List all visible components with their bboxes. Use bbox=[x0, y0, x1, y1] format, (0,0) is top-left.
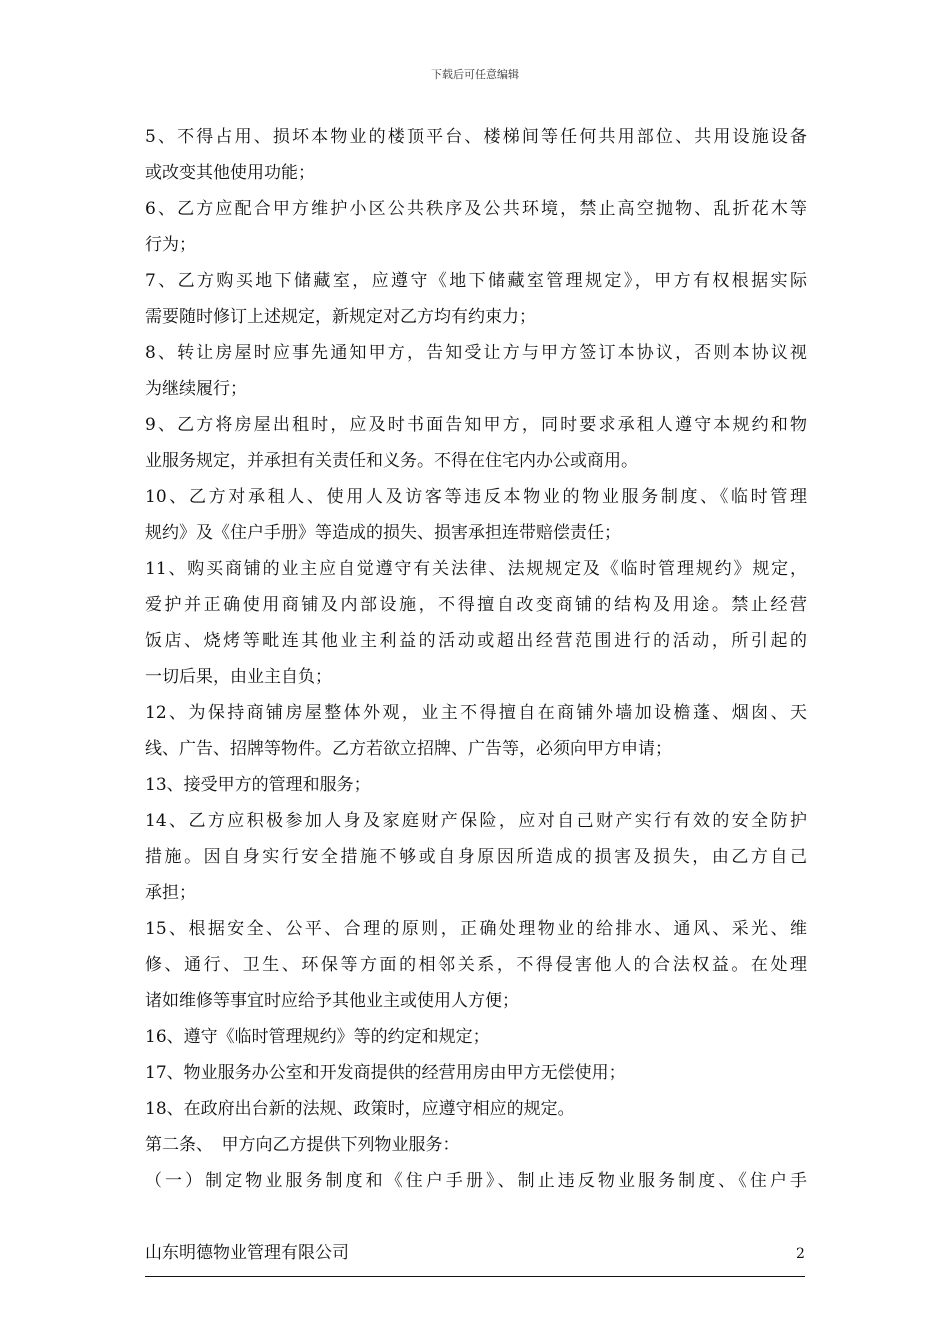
text-line: 承担； bbox=[145, 883, 196, 903]
footer-divider bbox=[145, 1276, 805, 1277]
text-line: 或改变其他使用功能； bbox=[145, 163, 315, 183]
text-line: 16、遵守《临时管理规约》等的约定和规定； bbox=[145, 1027, 490, 1047]
text-line: 规约》及《住户手册》等造成的损失、损害承担连带赔偿责任； bbox=[145, 523, 621, 543]
text-line: 修、通行、卫生、环保等方面的相邻关系，不得侵害他人的合法权益。在处理 bbox=[145, 955, 807, 975]
text-line: 8、转让房屋时应事先通知甲方，告知受让方与甲方签订本协议，否则本协议视 bbox=[145, 343, 807, 363]
text-line: 一切后果，由业主自负； bbox=[145, 667, 332, 687]
text-line: 业服务规定，并承担有关责任和义务。不得在住宅内办公或商用。 bbox=[145, 451, 638, 471]
text-line: 措施。因自身实行安全措施不够或自身原因所造成的损害及损失，由乙方自己 bbox=[145, 847, 807, 867]
document-body bbox=[145, 119, 807, 1199]
footer-company-name: 山东明德物业管理有限公司 bbox=[145, 1243, 349, 1263]
text-line: （一）制定物业服务制度和《住户手册》、制止违反物业服务制度、《住户手 bbox=[145, 1171, 807, 1191]
text-line: 13、接受甲方的管理和服务； bbox=[145, 775, 371, 795]
text-line: 诸如维修等事宜时应给予其他业主或使用人方便； bbox=[145, 991, 519, 1011]
text-line: 爱护并正确使用商铺及内部设施，不得擅自改变商铺的结构及用途。禁止经营 bbox=[145, 595, 807, 615]
text-line: 17、物业服务办公室和开发商提供的经营用房由甲方无偿使用； bbox=[145, 1063, 626, 1083]
page-header: 下载后可任意编辑 bbox=[431, 68, 519, 81]
text-line: 5、不得占用、损坏本物业的楼顶平台、楼梯间等任何共用部位、共用设施设备 bbox=[145, 127, 807, 147]
text-line: 14、乙方应积极参加人身及家庭财产保险，应对自己财产实行有效的安全防护 bbox=[145, 811, 807, 831]
text-line: 11、购买商铺的业主应自觉遵守有关法律、法规规定及《临时管理规约》规定， bbox=[145, 559, 807, 579]
text-line: 6、乙方应配合甲方维护小区公共秩序及公共环境，禁止高空抛物、乱折花木等 bbox=[145, 199, 807, 219]
text-line: 18、在政府出台新的法规、政策时，应遵守相应的规定。 bbox=[145, 1099, 575, 1119]
text-line: 需要随时修订上述规定，新规定对乙方均有约束力； bbox=[145, 307, 536, 327]
section-heading: 第二条、 甲方向乙方提供下列物业服务： bbox=[145, 1135, 460, 1155]
text-line: 12、为保持商铺房屋整体外观，业主不得擅自在商铺外墙加设檐蓬、烟囱、天 bbox=[145, 703, 807, 723]
text-line: 饭店、烧烤等毗连其他业主利益的活动或超出经营范围进行的活动，所引起的 bbox=[145, 631, 807, 651]
text-line: 线、广告、招牌等物件。乙方若欲立招牌、广告等，必须向甲方申请； bbox=[145, 739, 672, 759]
text-line: 15、根据安全、公平、合理的原则，正确处理物业的给排水、通风、采光、维 bbox=[145, 919, 807, 939]
text-line: 10、乙方对承租人、使用人及访客等违反本物业的物业服务制度、《临时管理 bbox=[145, 487, 807, 507]
page-number: 2 bbox=[796, 1246, 805, 1262]
text-line: 7、乙方购买地下储藏室，应遵守《地下储藏室管理规定》，甲方有权根据实际 bbox=[145, 271, 807, 291]
text-line: 9、乙方将房屋出租时，应及时书面告知甲方，同时要求承租人遵守本规约和物 bbox=[145, 415, 807, 435]
text-line: 为继续履行； bbox=[145, 379, 247, 399]
text-line: 行为； bbox=[145, 235, 196, 255]
